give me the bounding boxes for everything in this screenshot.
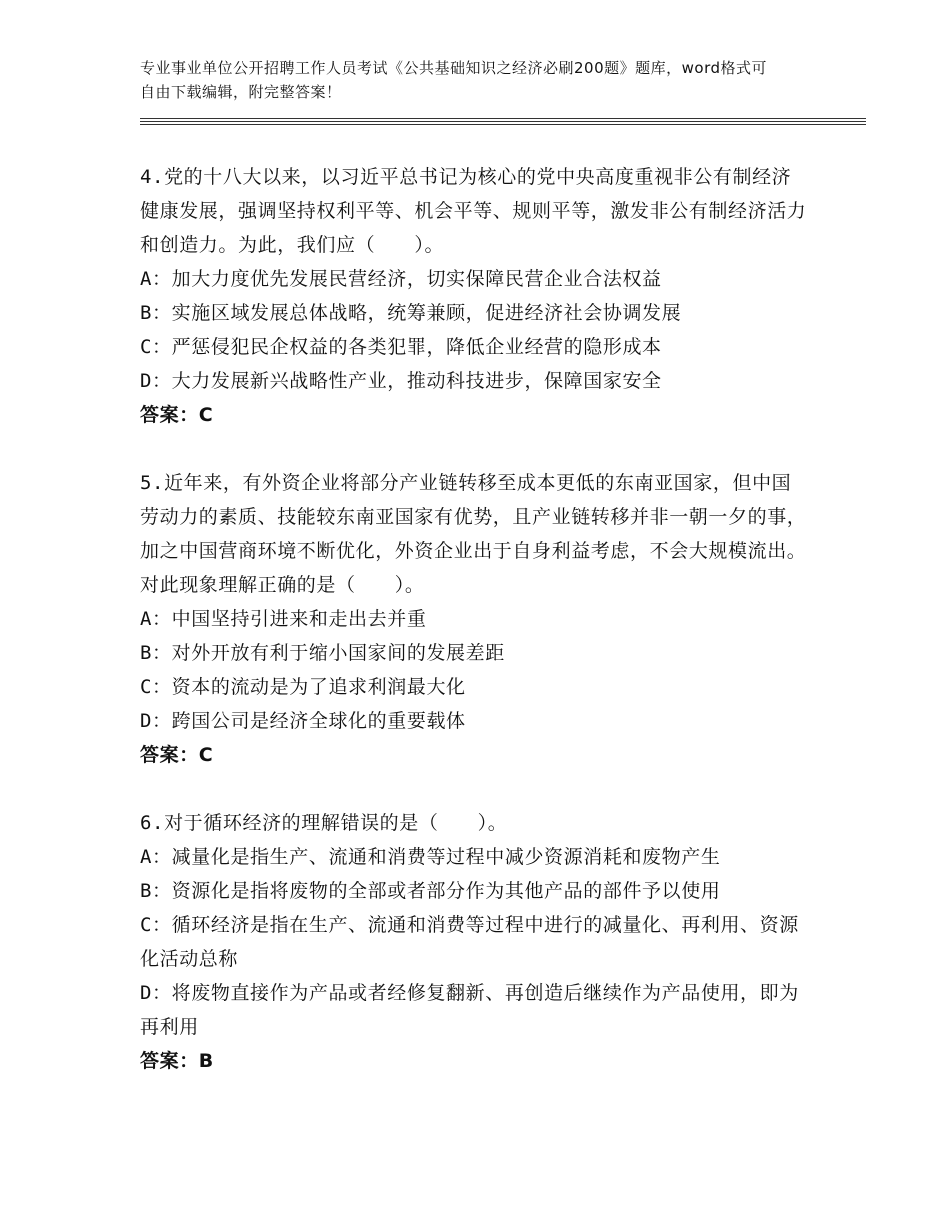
answer-label: 答案：C (140, 744, 214, 766)
header-rule (140, 118, 866, 119)
option-d: D：跨国公司是经济全球化的重要载体 (140, 710, 466, 732)
option-b: B：资源化是指将废物的全部或者部分作为其他产品的部件予以使用 (140, 880, 721, 902)
option-a: A：加大力度优先发展民营经济，切实保障民营企业合法权益 (140, 268, 662, 290)
option-a: A：减量化是指生产、流通和消费等过程中减少资源消耗和废物产生 (140, 846, 721, 868)
question-stem: 5.近年来，有外资企业将部分产业链转移至成本更低的东南亚国家，但中国劳动力的素质、技能较东南亚国家有优势，且产业链转移并非一朝一夕的事，加之中国营商环境不断优化，外资企业出于自身利益考虑，不会大规模流出。对此现象理解正确的是（ ）。 (140, 472, 807, 596)
page-header: 专业事业单位公开招聘工作人员考试《公共基础知识之经济必刷200题》题库，word格式可自由下载编辑，附完整答案！ (140, 59, 768, 101)
answer-label: 答案：B (140, 1050, 214, 1072)
question-stem: 4.党的十八大以来，以习近平总书记为核心的党中央高度重视非公有制经济健康发展，强调坚持权利平等、机会平等、规则平等，激发非公有制经济活力和创造力。为此，我们应（ ）。 (140, 166, 807, 256)
option-b: B：对外开放有利于缩小国家间的发展差距 (140, 642, 505, 664)
answer-label: 答案：C (140, 404, 214, 426)
option-c: C：资本的流动是为了追求利润最大化 (140, 676, 466, 698)
option-b: B：实施区域发展总体战略，统筹兼顾，促进经济社会协调发展 (140, 302, 682, 324)
option-d: D：将废物直接作为产品或者经修复翻新、再创造后继续作为产品使用，即为再利用 (140, 982, 799, 1038)
header-rule (140, 124, 866, 125)
question-5 (140, 466, 810, 772)
option-a: A：中国坚持引进来和走出去并重 (140, 608, 427, 630)
question-6 (140, 806, 810, 1078)
header-rule (140, 121, 866, 122)
option-c: C：严惩侵犯民企权益的各类犯罪，降低企业经营的隐形成本 (140, 336, 662, 358)
option-c: C：循环经济是指在生产、流通和消费等过程中进行的减量化、再利用、资源化活动总称 (140, 914, 799, 970)
option-d: D：大力发展新兴战略性产业，推动科技进步，保障国家安全 (140, 370, 662, 392)
question-4 (140, 160, 810, 432)
question-stem: 6.对于循环经济的理解错误的是（ ）。 (140, 812, 508, 834)
